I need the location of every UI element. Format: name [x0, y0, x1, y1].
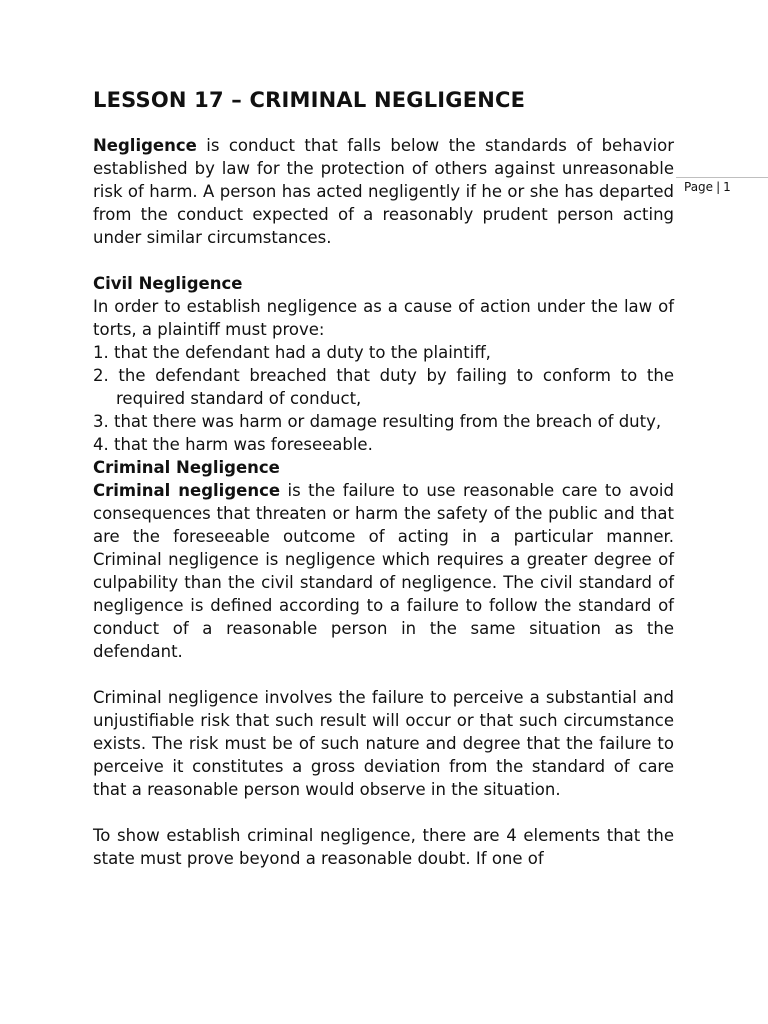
- list-item: 2. the defendant breached that duty by failing to conform to the required standard of conduct,: [93, 366, 674, 408]
- list-item: 3. that there was harm or damage resulting from the breach of duty,: [93, 412, 662, 431]
- civil-heading: Civil Negligence: [93, 274, 243, 293]
- list-item: 4. that the harm was foreseeable.: [93, 435, 373, 454]
- criminal-term: Criminal negligence: [93, 481, 281, 500]
- civil-lead: In order to establish negligence as a cause of action under the law of torts, a plaintiff must prove:: [93, 297, 674, 339]
- criminal-paragraph-1: [93, 479, 674, 663]
- page-label: Page: [684, 180, 714, 194]
- criminal-heading: Criminal Negligence: [93, 458, 280, 477]
- intro-paragraph: [93, 134, 674, 249]
- page-title: LESSON 17 – CRIMINAL NEGLIGENCE: [93, 88, 526, 112]
- intro-term: Negligence: [93, 136, 197, 155]
- criminal-paragraph-3: To show establish criminal negligence, there are 4 elements that the state must prove beyond a reasonable doubt. If one of: [93, 826, 674, 868]
- criminal-paragraph-2: Criminal negligence involves the failure to perceive a substantial and unjustifiable risk that such result will occur or that such circumstance exists. The risk must be of such nature and degree that the failure to perceive it constitutes a gross deviation from the standard of care that a reasonable person would observe in the situation.: [93, 688, 674, 799]
- list-item: 1. that the defendant had a duty to the plaintiff,: [93, 343, 491, 362]
- page-separator: |: [716, 180, 721, 194]
- page-number: [676, 177, 768, 195]
- intro-text: is conduct that falls below the standards of behavior established by law for the protection of others against unreasonable risk of harm. A person has acted negligently if he or she has departed from the conduct expected of a reasonably prudent person acting under similar circumstances.: [93, 136, 674, 247]
- document-body: [93, 86, 674, 870]
- criminal-text: is the failure to use reasonable care to avoid consequences that threaten or harm the safety of the public and that are the foreseeable outcome of acting in a particular manner. Criminal negligence is negligence which requires a greater degree of culpability than the civil standard of negligence. The civil standard of negligence is defined according to a failure to follow the standard of conduct of a reasonable person in the same situation as the defendant.: [93, 481, 674, 661]
- page-number-value: 1: [723, 180, 731, 194]
